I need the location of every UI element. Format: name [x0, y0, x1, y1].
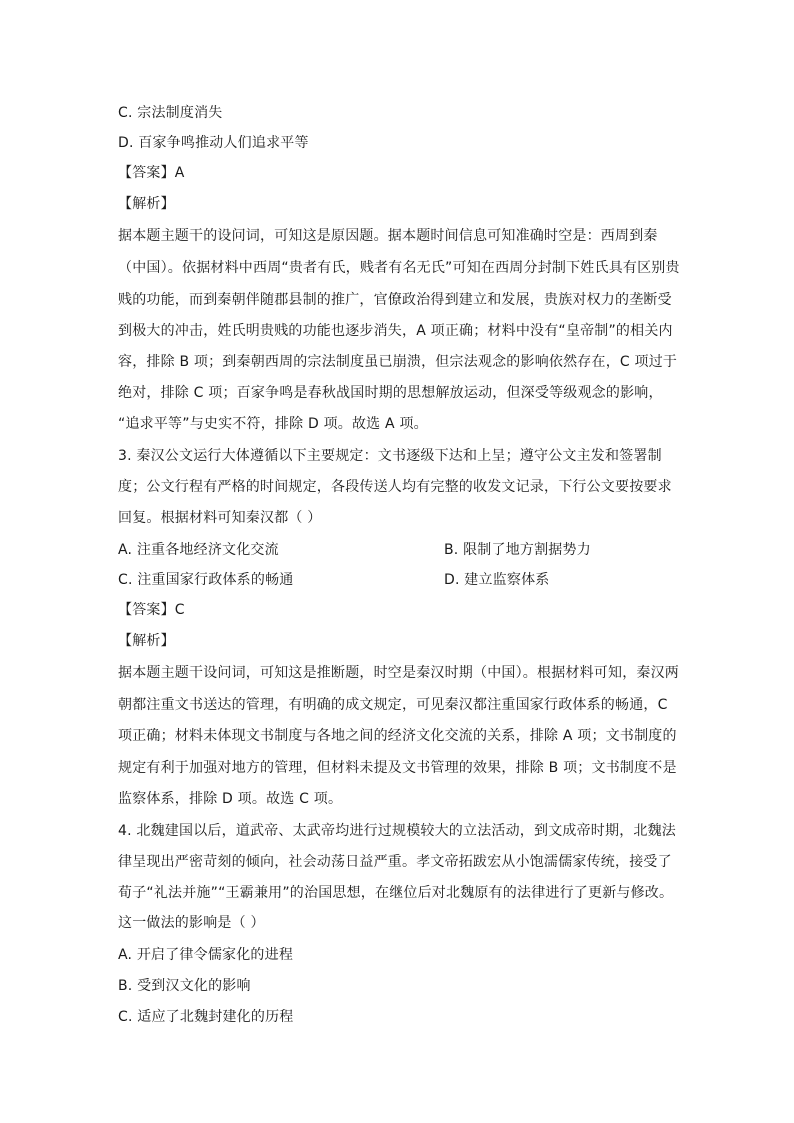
- q2-answer: 【答案】A: [118, 165, 185, 181]
- q3-answer: 【答案】C: [118, 602, 185, 618]
- q2-analysis-label: 【解析】: [118, 196, 175, 212]
- q4-stem-line: 荀子“礼法并施”“王霸兼用”的治国思想，在继位后对北魏原有的法律进行了更新与修改。: [118, 885, 674, 901]
- q3-analysis-line: 朝都注重文书送达的管理，有明确的成文规定，可见秦汉都注重国家行政体系的畅通，C: [118, 697, 668, 713]
- q2-analysis-line: 到极大的冲击，姓氏明贵贱的功能也逐步消失，A 项正确；材料中没有“皇帝制”的相关内: [118, 323, 673, 339]
- q2-analysis-line: 贱的功能，而到秦朝伴随郡县制的推广，官僚政治得到建立和发展，贵族对权力的垄断受: [118, 292, 672, 308]
- q2-analysis-line: “追求平等”与史实不符，排除 D 项。故选 A 项。: [118, 416, 428, 432]
- q3-option-d: D. 建立监察体系: [444, 572, 550, 588]
- q2-analysis-line: 容，排除 B 项；到秦朝西周的宗法制度虽已崩溃，但宗法观念的影响依然存在，C 项过于: [118, 354, 678, 370]
- q2-option-d: D. 百家争鸣推动人们追求平等: [118, 135, 309, 151]
- q3-stem-line: 3. 秦汉公文运行大体遵循以下主要规定：文书逐级下达和上呈；遵守公文主发和签署制: [118, 448, 662, 464]
- q4-stem-line: 这一做法的影响是（ ）: [118, 915, 265, 931]
- q3-analysis-line: 据本题主题干设问词，可知这是推断题，时空是秦汉时期（中国）。根据材料可知，秦汉两: [118, 665, 679, 681]
- q2-analysis-line: 绝对，排除 C 项；百家争鸣是春秋战国时期的思想解放运动，但深受等级观念的影响，: [118, 385, 663, 401]
- q4-option-a: A. 开启了律令儒家化的进程: [118, 947, 294, 963]
- q4-stem-line: 4. 北魏建国以后，道武帝、太武帝均进行过规模较大的立法活动，到文成帝时期，北魏法: [118, 823, 677, 839]
- q2-option-c: C. 宗法制度消失: [118, 105, 223, 121]
- q4-option-c: C. 适应了北魏封建化的历程: [118, 1009, 294, 1025]
- q3-analysis-label: 【解析】: [118, 633, 175, 649]
- q3-option-b: B. 限制了地方割据势力: [444, 542, 591, 558]
- q3-option-c: C. 注重国家行政体系的畅通: [118, 572, 294, 588]
- q2-analysis-line: 据本题主题干的设问词，可知这是原因题。据本题时间信息可知准确时空是：西周到秦: [118, 228, 658, 244]
- q3-analysis-line: 监察体系，排除 D 项。故选 C 项。: [118, 791, 343, 807]
- q3-option-a: A. 注重各地经济文化交流: [118, 542, 279, 558]
- q3-stem-line: 度；公文行程有严格的时间规定，各段传送人均有完整的收发文记录，下行公文要按要求: [118, 479, 672, 495]
- q3-analysis-line: 规定有利于加强对地方的管理，但材料未提及文书管理的效果，排除 B 项；文书制度不是: [118, 760, 677, 776]
- q3-analysis-line: 项正确；材料未体现文书制度与各地之间的经济文化交流的关系，排除 A 项；文书制度的: [118, 728, 677, 744]
- q4-stem-line: 律呈现出严密苛刻的倾向，社会动荡日益严重。孝文帝拓跋宏从小饱濡儒家传统，接受了: [118, 854, 672, 870]
- q3-stem-line: 回复。根据材料可知秦汉都（ ）: [118, 510, 322, 526]
- q2-analysis-line: （中国）。依据材料中西周“贵者有氏，贱者有名无氏”可知在西周分封制下姓氏具有区别贵: [118, 260, 680, 276]
- q4-option-b: B. 受到汉文化的影响: [118, 978, 251, 994]
